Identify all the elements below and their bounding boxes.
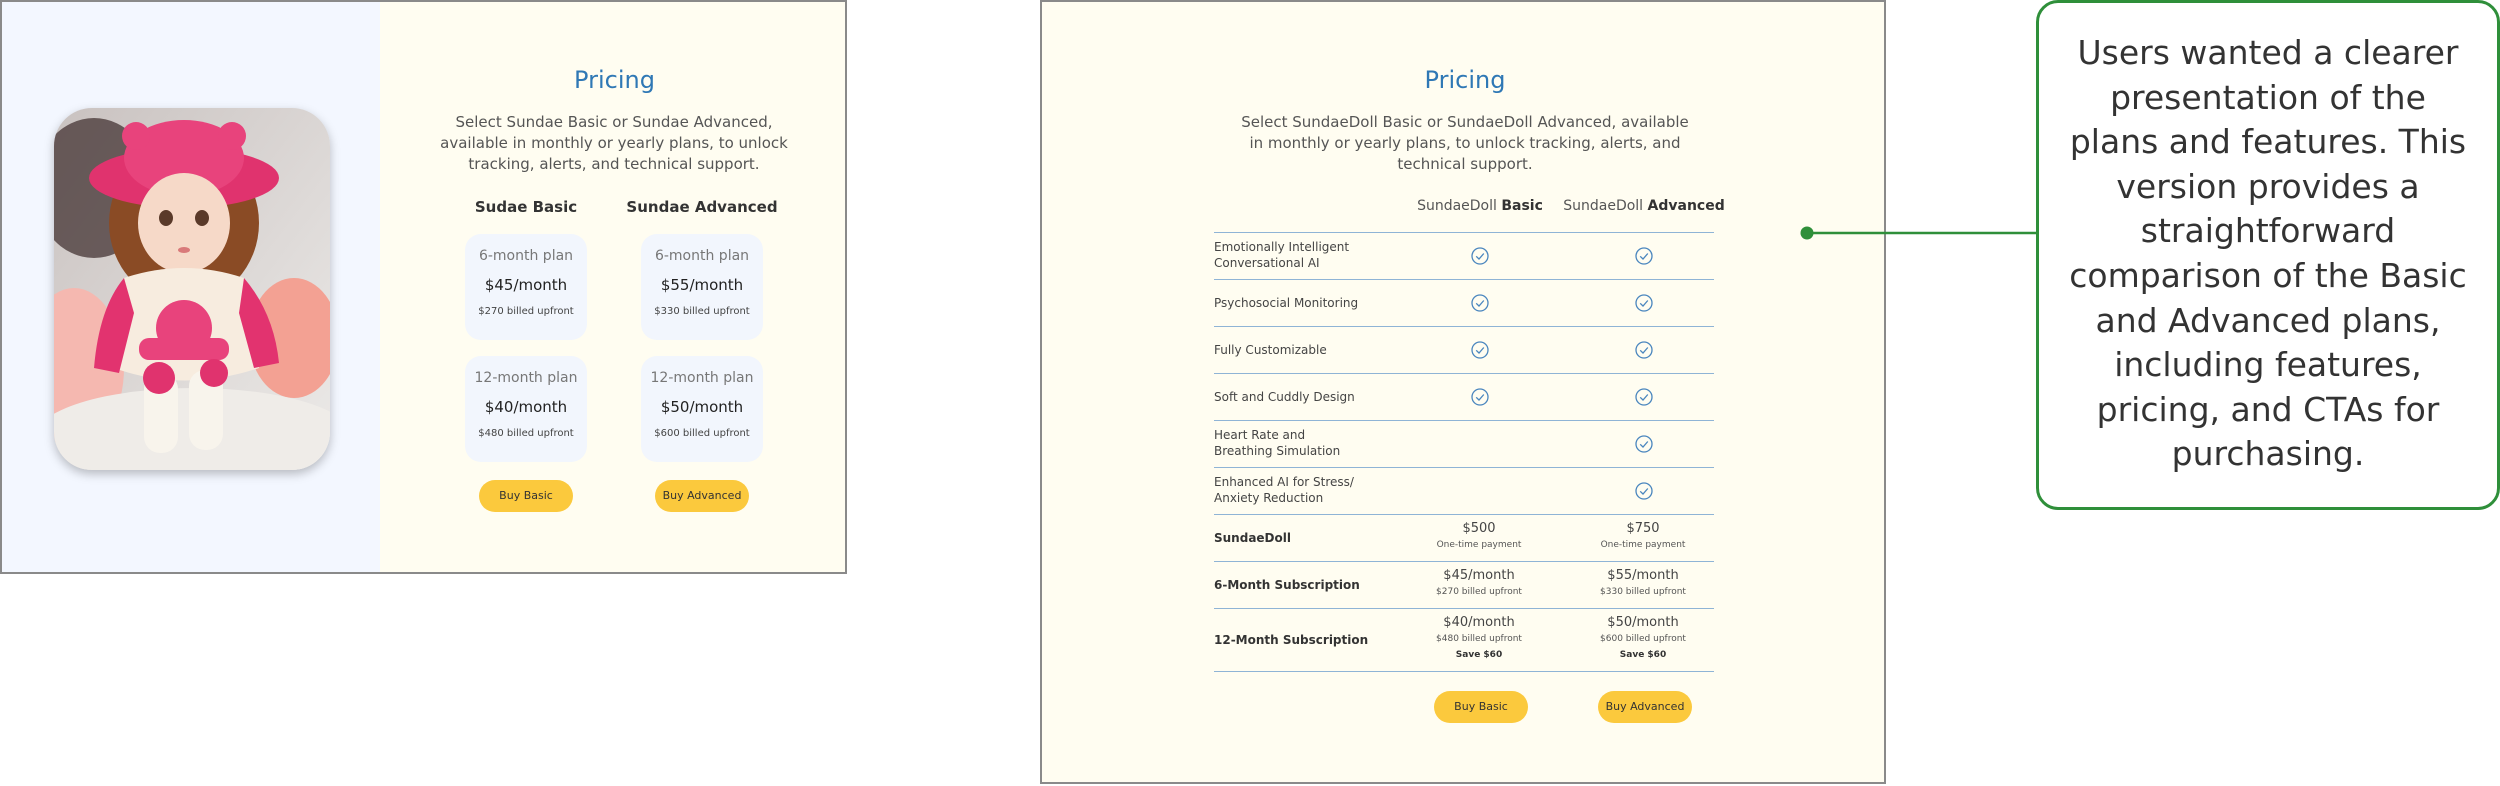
price-main: $500 [1462, 521, 1496, 536]
feature-name: Emotionally Intelligent Conversational AI [1214, 240, 1350, 270]
feature-name: Enhanced AI for Stress/ Anxiety Reduction [1214, 475, 1354, 505]
table-row [1214, 421, 1714, 468]
price-main: $55/month [1607, 568, 1679, 583]
pricing-description: Select SundaeDoll Basic or SundaeDoll Advanced, available in monthly or yearly plans, to unlock tracking, alerts, and technical support. [1241, 113, 1689, 173]
price-sub: $480 billed upfront [1436, 634, 1522, 644]
plan-advanced-heading: Sundae Advanced [626, 198, 778, 216]
check-icon [1471, 341, 1489, 359]
pricing-description: Select Sundae Basic or Sundae Advanced, available in monthly or yearly plans, to unlock tracking, alerts, and technical support. [440, 113, 788, 173]
price-cell-basic [1389, 521, 1569, 553]
doll-illustration [54, 108, 330, 470]
price-cell-basic [1389, 615, 1569, 663]
plan-option-label: 6-month plan [654, 248, 750, 264]
price-main: $50/month [1607, 615, 1679, 630]
feature-name: Fully Customizable [1214, 343, 1327, 357]
price-cell-basic [1389, 568, 1569, 600]
pricing-row-name: SundaeDoll [1214, 531, 1291, 545]
price-cell-advanced [1553, 521, 1733, 553]
price-sub: One-time payment [1436, 540, 1522, 550]
table-row [1214, 233, 1714, 280]
annotation-callout: Users wanted a clearer presentation of the plans and features. This version provides a straightforward comparison of the Basic and Advanced plans, including features, pricing, and CTAs for purchasing. [2036, 0, 2500, 510]
price-sub: $270 billed upfront [1436, 587, 1522, 597]
price-main: $40/month [1443, 615, 1515, 630]
redesign-pricing-panel [1040, 0, 1886, 784]
table-row [1214, 327, 1714, 374]
table-row [1214, 562, 1714, 609]
doll-photo [54, 108, 330, 470]
plan-option-price: $40/month [484, 398, 568, 416]
photo-column [2, 2, 380, 572]
check-icon [1635, 247, 1653, 265]
price-cell-advanced [1553, 615, 1733, 663]
feature-name: Psychosocial Monitoring [1214, 296, 1359, 310]
check-icon [1471, 247, 1489, 265]
column-tier: Advanced [1647, 198, 1725, 214]
plan-basic-heading: Sudae Basic [474, 198, 578, 216]
pricing-row-name: 6-Month Subscription [1214, 578, 1360, 592]
check-icon [1635, 482, 1653, 500]
pricing-row-name: 12-Month Subscription [1214, 633, 1369, 647]
check-icon [1635, 294, 1653, 312]
column-brand: SundaeDoll [1417, 198, 1497, 214]
plan-option-card[interactable] [641, 356, 763, 462]
buy-basic-button[interactable]: Buy Basic [1434, 691, 1528, 723]
check-icon [1635, 341, 1653, 359]
price-main: $45/month [1443, 568, 1515, 583]
buy-advanced-button[interactable]: Buy Advanced [1598, 691, 1692, 723]
column-tier: Basic [1501, 198, 1543, 214]
plan-option-price: $55/month [660, 276, 744, 294]
feature-name: Soft and Cuddly Design [1214, 390, 1355, 404]
plan-option-price: $45/month [484, 276, 568, 294]
original-pricing-panel [0, 0, 847, 574]
check-icon [1635, 388, 1653, 406]
price-main: $750 [1626, 521, 1660, 536]
column-header-basic [1390, 198, 1570, 214]
buy-advanced-button[interactable]: Buy Advanced [655, 480, 749, 512]
callout-connector [1800, 226, 2040, 240]
plan-option-upfront: $600 billed upfront [654, 428, 750, 439]
table-row [1214, 609, 1714, 672]
price-sub: One-time payment [1600, 540, 1686, 550]
plan-option-price: $50/month [660, 398, 744, 416]
plan-option-card[interactable] [465, 234, 587, 340]
table-row [1214, 515, 1714, 562]
check-icon [1635, 435, 1653, 453]
column-brand: SundaeDoll [1563, 198, 1644, 214]
plan-option-card[interactable] [465, 356, 587, 462]
price-save: Save $60 [1455, 650, 1503, 660]
column-header-advanced [1554, 198, 1734, 214]
price-sub: $600 billed upfront [1600, 634, 1686, 644]
check-icon [1471, 388, 1489, 406]
plan-option-upfront: $480 billed upfront [478, 428, 574, 439]
pricing-title: Pricing [574, 66, 655, 94]
price-cell-advanced [1553, 568, 1733, 600]
feature-name: Heart Rate and Breathing Simulation [1214, 428, 1341, 458]
plan-option-label: 12-month plan [650, 370, 754, 386]
plan-option-label: 12-month plan [474, 370, 578, 386]
price-sub: $330 billed upfront [1600, 587, 1686, 597]
table-row [1214, 280, 1714, 327]
plan-option-upfront: $330 billed upfront [654, 306, 750, 317]
pricing-title: Pricing [1424, 66, 1506, 94]
buy-basic-button[interactable]: Buy Basic [479, 480, 573, 512]
table-row [1214, 374, 1714, 421]
plan-option-card[interactable] [641, 234, 763, 340]
table-row [1214, 468, 1714, 515]
plan-option-upfront: $270 billed upfront [478, 306, 574, 317]
check-icon [1471, 294, 1489, 312]
price-save: Save $60 [1619, 650, 1667, 660]
plan-option-label: 6-month plan [478, 248, 574, 264]
